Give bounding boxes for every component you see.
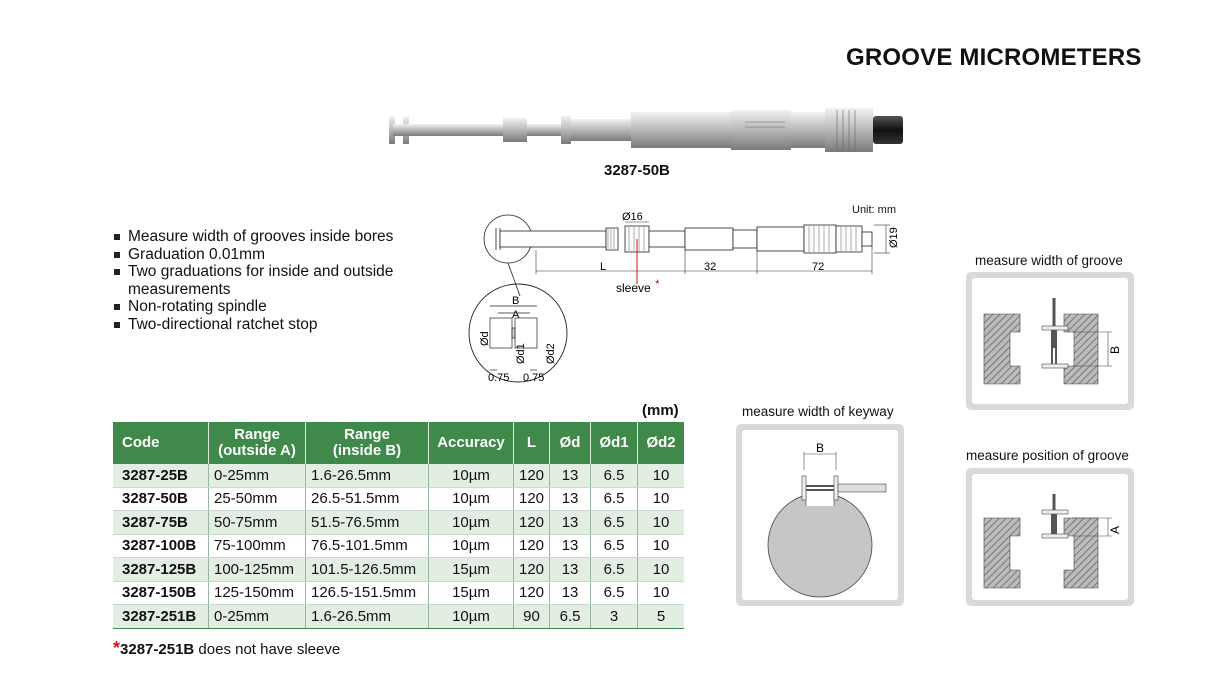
cell-L: 90 [514,605,550,629]
cell-range-inside: 1.6-26.5mm [306,464,429,487]
cell-d2: 10 [638,487,685,511]
cell-d2: 10 [638,511,685,535]
cell-d: 13 [550,558,591,582]
col-d: Ød [550,422,591,464]
cell-d: 13 [550,464,591,487]
table-unit-label: (mm) [642,402,679,419]
cell-range-inside: 1.6-26.5mm [306,605,429,629]
cell-L: 120 [514,487,550,511]
cell-accuracy: 10µm [429,511,514,535]
cell-range-inside: 101.5-126.5mm [306,558,429,582]
cell-accuracy: 10µm [429,464,514,487]
cell-d1: 6.5 [591,581,638,605]
cell-d: 13 [550,487,591,511]
panel-title-groove-width: measure width of groove [975,253,1123,268]
col-d1: Ød1 [591,422,638,464]
micrometer-product-image [385,100,915,160]
cell-accuracy: 15µm [429,558,514,582]
groove-position-diagram [972,474,1128,600]
footnote-text: does not have sleeve [194,641,341,658]
cell-d2: 5 [638,605,685,629]
dim-32: 32 [704,261,717,273]
cell-code: 3287-251B [113,605,209,629]
cell-d1: 6.5 [591,487,638,511]
col-L: L [514,422,550,464]
cell-d2: 10 [638,581,685,605]
cell-L: 120 [514,558,550,582]
cell-d1: 3 [591,605,638,629]
feature-item: Measure width of grooves inside bores [112,228,432,246]
feature-item: Two graduations for inside and outside measurements [112,263,432,298]
panel-groove-position [966,468,1134,606]
cell-d1: 6.5 [591,464,638,487]
feature-item: Non-rotating spindle [112,298,432,316]
keyway-diagram [742,430,898,600]
feature-item: Two-directional ratchet stop [112,316,432,334]
table-row [113,534,684,558]
cell-d1: 6.5 [591,534,638,558]
detail-w1: 0.75 [488,372,510,384]
cell-d: 13 [550,581,591,605]
cell-L: 120 [514,464,550,487]
detail-A: A [512,309,520,321]
detail-d1: Ød1 [515,343,527,364]
panel-title-groove-position: measure position of groove [966,448,1129,463]
page-title: GROOVE MICROMETERS [846,44,1142,71]
col-code: Code [113,422,209,464]
cell-code: 3287-25B [113,464,209,487]
dim-L: L [600,261,607,273]
cell-d1: 6.5 [591,558,638,582]
table-header-row [113,422,684,464]
cell-range-outside: 25-50mm [209,487,306,511]
keyway-label: B [816,441,825,455]
table-row [113,558,684,582]
panel-groove-width [966,272,1134,410]
table-row [113,605,684,629]
cell-d2: 10 [638,534,685,558]
cell-d2: 10 [638,558,685,582]
cell-accuracy: 10µm [429,487,514,511]
cell-L: 120 [514,534,550,558]
dim-dia16: Ø16 [622,211,643,223]
footnote [113,638,340,659]
technical-drawing [460,200,920,390]
dim-72: 72 [812,261,825,273]
sleeve-label: sleeve [616,281,651,295]
cell-d: 13 [550,511,591,535]
cell-L: 120 [514,581,550,605]
cell-range-outside: 50-75mm [209,511,306,535]
panel-keyway [736,424,904,606]
footnote-code: 3287-251B [120,641,195,658]
cell-range-outside: 0-25mm [209,464,306,487]
cell-d2: 10 [638,464,685,487]
unit-label: Unit: mm [852,204,896,216]
cell-d: 6.5 [550,605,591,629]
detail-B: B [512,295,520,307]
detail-d: Ød [479,331,491,346]
detail-d2: Ød2 [545,343,557,364]
feature-item: Graduation 0.01mm [112,246,432,264]
specifications-table [113,422,684,629]
table-row [113,581,684,605]
groove-position-label: A [1108,525,1122,534]
cell-range-inside: 126.5-151.5mm [306,581,429,605]
cell-range-outside: 75-100mm [209,534,306,558]
cell-L: 120 [514,511,550,535]
cell-range-inside: 51.5-76.5mm [306,511,429,535]
groove-width-label: B [1108,345,1122,354]
groove-width-diagram [972,278,1128,404]
cell-range-outside: 100-125mm [209,558,306,582]
footnote-asterisk: * [113,638,121,658]
cell-accuracy: 10µm [429,534,514,558]
cell-range-inside: 26.5-51.5mm [306,487,429,511]
cell-code: 3287-125B [113,558,209,582]
sleeve-asterisk: * [655,277,660,291]
cell-code: 3287-50B [113,487,209,511]
table-row [113,487,684,511]
cell-d1: 6.5 [591,511,638,535]
table-row [113,511,684,535]
col-accuracy: Accuracy [429,422,514,464]
product-caption: 3287-50B [604,162,670,179]
dim-dia19: Ø19 [888,227,900,248]
detail-w2: 0.75 [523,372,545,384]
col-range-inside: Range (inside B) [306,422,429,464]
cell-code: 3287-150B [113,581,209,605]
cell-range-inside: 76.5-101.5mm [306,534,429,558]
cell-code: 3287-100B [113,534,209,558]
table-row [113,464,684,487]
col-d2: Ød2 [638,422,685,464]
cell-d: 13 [550,534,591,558]
feature-list [112,228,432,333]
cell-accuracy: 10µm [429,605,514,629]
cell-code: 3287-75B [113,511,209,535]
col-range-outside: Range (outside A) [209,422,306,464]
cell-accuracy: 15µm [429,581,514,605]
cell-range-outside: 125-150mm [209,581,306,605]
panel-title-keyway: measure width of keyway [742,404,894,419]
cell-range-outside: 0-25mm [209,605,306,629]
